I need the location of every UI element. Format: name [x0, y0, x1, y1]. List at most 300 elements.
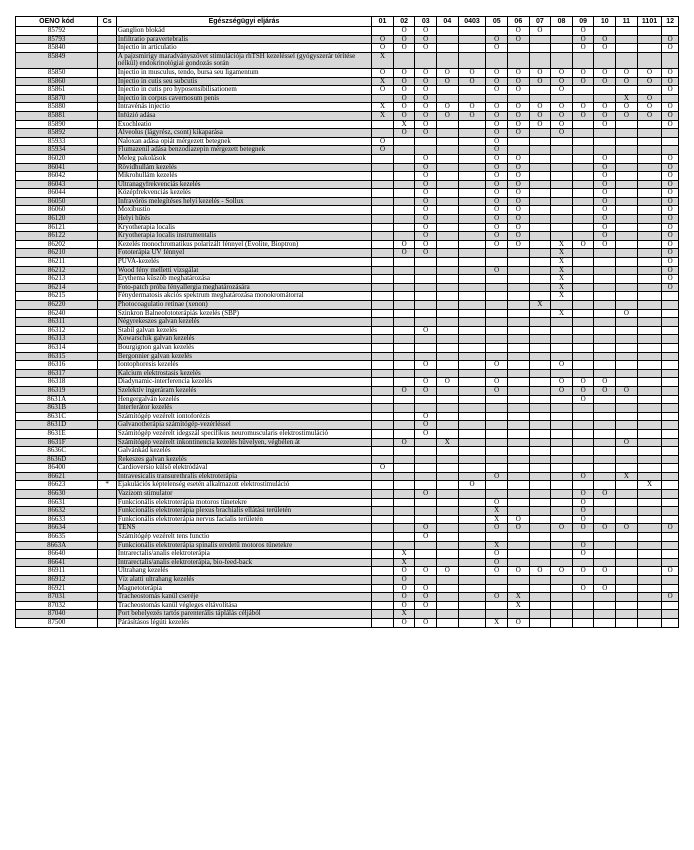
- code-cell: 85934: [16, 146, 98, 155]
- mark-cell: [529, 292, 551, 301]
- column-header: 10: [594, 17, 616, 27]
- mark-cell: O: [437, 567, 459, 576]
- cs-cell: [98, 120, 117, 129]
- mark-cell: [637, 395, 662, 404]
- mark-cell: [594, 618, 616, 627]
- mark-cell: [594, 309, 616, 318]
- table-row: [16, 52, 679, 68]
- mark-cell: [662, 137, 679, 146]
- mark-cell: [458, 154, 486, 163]
- mark-cell: [372, 326, 394, 335]
- mark-cell: [437, 618, 459, 627]
- mark-cell: X: [551, 249, 573, 258]
- column-header: OENO kód: [16, 17, 98, 27]
- mark-cell: [393, 404, 415, 413]
- mark-cell: [372, 515, 394, 524]
- mark-cell: O: [662, 258, 679, 267]
- mark-cell: [529, 163, 551, 172]
- mark-cell: O: [486, 498, 508, 507]
- mark-cell: O: [415, 429, 437, 438]
- mark-cell: O: [393, 386, 415, 395]
- mark-cell: [458, 386, 486, 395]
- column-header: 06: [508, 17, 530, 27]
- mark-cell: O: [415, 94, 437, 103]
- mark-cell: O: [572, 541, 594, 550]
- table-row: [16, 94, 679, 103]
- mark-cell: [662, 292, 679, 301]
- mark-cell: [529, 610, 551, 619]
- mark-cell: O: [415, 223, 437, 232]
- mark-cell: O: [486, 137, 508, 146]
- mark-cell: [393, 137, 415, 146]
- mark-cell: O: [393, 593, 415, 602]
- code-cell: 86319: [16, 386, 98, 395]
- mark-cell: O: [508, 197, 530, 206]
- mark-cell: [529, 249, 551, 258]
- mark-cell: O: [529, 103, 551, 112]
- table-row: [16, 524, 679, 533]
- mark-cell: [415, 258, 437, 267]
- mark-cell: [508, 275, 530, 284]
- table-row: [16, 343, 679, 352]
- mark-cell: [529, 335, 551, 344]
- code-cell: 86317: [16, 369, 98, 378]
- mark-cell: [551, 163, 573, 172]
- mark-cell: [529, 601, 551, 610]
- mark-cell: [415, 472, 437, 481]
- mark-cell: [458, 421, 486, 430]
- mark-cell: [551, 35, 573, 44]
- table-row: [16, 163, 679, 172]
- mark-cell: O: [508, 223, 530, 232]
- code-cell: 86313: [16, 335, 98, 344]
- table-row: [16, 498, 679, 507]
- mark-cell: [594, 438, 616, 447]
- mark-cell: O: [551, 129, 573, 138]
- mark-cell: [458, 283, 486, 292]
- mark-cell: [529, 240, 551, 249]
- mark-cell: O: [486, 180, 508, 189]
- mark-cell: [458, 429, 486, 438]
- mark-cell: O: [415, 232, 437, 241]
- mark-cell: [486, 369, 508, 378]
- mark-cell: [393, 197, 415, 206]
- mark-cell: [393, 490, 415, 499]
- mark-cell: X: [616, 472, 638, 481]
- procedure-name-cell: Injectio in musculus, tendo, bursa seu ligamentum: [116, 68, 371, 77]
- mark-cell: [637, 361, 662, 370]
- mark-cell: [594, 137, 616, 146]
- mark-cell: [508, 146, 530, 155]
- procedure-name-cell: Fénydermatosis akciós spektrum meghatározása monokromátorral: [116, 292, 371, 301]
- mark-cell: [486, 421, 508, 430]
- code-cell: 85792: [16, 27, 98, 36]
- mark-cell: [415, 266, 437, 275]
- mark-cell: O: [486, 550, 508, 559]
- mark-cell: [437, 507, 459, 516]
- mark-cell: O: [508, 68, 530, 77]
- mark-cell: [616, 189, 638, 198]
- mark-cell: [393, 343, 415, 352]
- cs-cell: *: [98, 481, 117, 490]
- mark-cell: [572, 447, 594, 456]
- mark-cell: O: [594, 172, 616, 181]
- mark-cell: [616, 550, 638, 559]
- mark-cell: [372, 258, 394, 267]
- mark-cell: [486, 335, 508, 344]
- mark-cell: [458, 232, 486, 241]
- mark-cell: X: [529, 301, 551, 310]
- cs-cell: [98, 137, 117, 146]
- mark-cell: [458, 533, 486, 542]
- table-row: [16, 172, 679, 181]
- mark-cell: O: [415, 86, 437, 95]
- mark-cell: O: [594, 215, 616, 224]
- mark-cell: [594, 533, 616, 542]
- mark-cell: [458, 361, 486, 370]
- mark-cell: [551, 94, 573, 103]
- procedure-name-cell: Kalcium elektrostasis kezelés: [116, 369, 371, 378]
- cs-cell: [98, 558, 117, 567]
- mark-cell: [372, 610, 394, 619]
- mark-cell: O: [486, 266, 508, 275]
- mark-cell: [437, 515, 459, 524]
- mark-cell: [616, 27, 638, 36]
- mark-cell: [616, 533, 638, 542]
- mark-cell: O: [415, 189, 437, 198]
- mark-cell: [508, 318, 530, 327]
- code-cell: 86210: [16, 249, 98, 258]
- mark-cell: [458, 404, 486, 413]
- mark-cell: [372, 343, 394, 352]
- code-cell: 86316: [16, 361, 98, 370]
- mark-cell: O: [486, 68, 508, 77]
- mark-cell: O: [486, 44, 508, 53]
- mark-cell: [637, 343, 662, 352]
- mark-cell: O: [572, 584, 594, 593]
- mark-cell: [458, 146, 486, 155]
- mark-cell: [551, 189, 573, 198]
- code-cell: 85861: [16, 86, 98, 95]
- mark-cell: [572, 275, 594, 284]
- mark-cell: [572, 318, 594, 327]
- mark-cell: X: [372, 111, 394, 120]
- mark-cell: [393, 412, 415, 421]
- mark-cell: O: [616, 103, 638, 112]
- mark-cell: O: [662, 154, 679, 163]
- mark-cell: [372, 318, 394, 327]
- mark-cell: O: [637, 68, 662, 77]
- mark-cell: [486, 249, 508, 258]
- procedure-name-cell: Injectio in corpus cavernosum penis: [116, 94, 371, 103]
- mark-cell: [572, 438, 594, 447]
- code-cell: 86631: [16, 498, 98, 507]
- mark-cell: [594, 249, 616, 258]
- procedure-name-cell: Tracheostomás kanül végleges eltávolítása: [116, 601, 371, 610]
- mark-cell: O: [594, 35, 616, 44]
- procedure-name-cell: Intrarectalis/analis elektroterápia, bio-feed-back: [116, 558, 371, 567]
- mark-cell: [393, 180, 415, 189]
- procedure-name-cell: Mikrohullám kezelés: [116, 172, 371, 181]
- mark-cell: [458, 593, 486, 602]
- mark-cell: [551, 541, 573, 550]
- mark-cell: [437, 172, 459, 181]
- mark-cell: [486, 610, 508, 619]
- mark-cell: [637, 292, 662, 301]
- mark-cell: O: [415, 68, 437, 77]
- mark-cell: [594, 507, 616, 516]
- table-row: [16, 197, 679, 206]
- mark-cell: [529, 154, 551, 163]
- procedure-name-cell: Ultranagyfrekvenciás kezelés: [116, 180, 371, 189]
- mark-cell: [415, 318, 437, 327]
- mark-cell: [637, 249, 662, 258]
- mark-cell: [594, 266, 616, 275]
- mark-cell: [393, 481, 415, 490]
- cs-cell: [98, 524, 117, 533]
- mark-cell: O: [415, 129, 437, 138]
- mark-cell: O: [594, 180, 616, 189]
- mark-cell: [486, 447, 508, 456]
- mark-cell: O: [486, 558, 508, 567]
- mark-cell: O: [662, 180, 679, 189]
- mark-cell: [637, 206, 662, 215]
- mark-cell: O: [393, 44, 415, 53]
- mark-cell: O: [594, 44, 616, 53]
- mark-cell: [372, 567, 394, 576]
- mark-cell: O: [508, 103, 530, 112]
- mark-cell: [572, 283, 594, 292]
- table-row: [16, 361, 679, 370]
- mark-cell: [551, 558, 573, 567]
- mark-cell: X: [372, 77, 394, 86]
- mark-cell: O: [393, 68, 415, 77]
- mark-cell: [662, 378, 679, 387]
- procedure-name-cell: Bourgignon galvan kezelés: [116, 343, 371, 352]
- procedure-name-cell: Helyi hűtés: [116, 215, 371, 224]
- procedure-name-cell: Alveolus (lágyrész, csont) kikaparása: [116, 129, 371, 138]
- mark-cell: [551, 326, 573, 335]
- mark-cell: [637, 146, 662, 155]
- mark-cell: [551, 584, 573, 593]
- table-row: [16, 258, 679, 267]
- mark-cell: [594, 550, 616, 559]
- mark-cell: [458, 266, 486, 275]
- mark-cell: O: [551, 103, 573, 112]
- procedure-name-cell: Számítógép vezérelt idegszál specifikus neuromuscularis elektrostimuláció: [116, 429, 371, 438]
- mark-cell: O: [415, 490, 437, 499]
- mark-cell: [572, 52, 594, 68]
- mark-cell: [372, 215, 394, 224]
- mark-cell: [594, 395, 616, 404]
- mark-cell: [508, 137, 530, 146]
- mark-cell: O: [486, 129, 508, 138]
- mark-cell: [458, 395, 486, 404]
- mark-cell: O: [572, 386, 594, 395]
- mark-cell: O: [486, 189, 508, 198]
- mark-cell: [616, 464, 638, 473]
- mark-cell: [529, 232, 551, 241]
- mark-cell: [458, 301, 486, 310]
- cs-cell: [98, 533, 117, 542]
- mark-cell: [616, 490, 638, 499]
- mark-cell: [662, 601, 679, 610]
- mark-cell: [415, 395, 437, 404]
- mark-cell: [437, 146, 459, 155]
- mark-cell: [551, 610, 573, 619]
- procedure-name-cell: Négyrekeszes galvan kezelés: [116, 318, 371, 327]
- mark-cell: O: [415, 361, 437, 370]
- cs-cell: [98, 232, 117, 241]
- procedure-name-cell: Vazizom stimulator: [116, 490, 371, 499]
- column-header: 11: [616, 17, 638, 27]
- mark-cell: O: [437, 111, 459, 120]
- mark-cell: [437, 301, 459, 310]
- mark-cell: [393, 223, 415, 232]
- column-header: 08: [551, 17, 573, 27]
- mark-cell: [437, 576, 459, 585]
- mark-cell: [372, 275, 394, 284]
- code-cell: 86911: [16, 567, 98, 576]
- mark-cell: O: [437, 77, 459, 86]
- mark-cell: [572, 180, 594, 189]
- mark-cell: [529, 412, 551, 421]
- table-row: [16, 352, 679, 361]
- mark-cell: [616, 369, 638, 378]
- mark-cell: O: [662, 189, 679, 198]
- code-cell: 86318: [16, 378, 98, 387]
- mark-cell: [372, 189, 394, 198]
- mark-cell: [372, 404, 394, 413]
- table-row: [16, 223, 679, 232]
- mark-cell: O: [572, 240, 594, 249]
- procedure-name-cell: Funkcionális elektroterápia plexus brachialis ellátási területén: [116, 507, 371, 516]
- mark-cell: O: [572, 44, 594, 53]
- mark-cell: [393, 352, 415, 361]
- mark-cell: [437, 94, 459, 103]
- mark-cell: O: [551, 120, 573, 129]
- table-row: [16, 283, 679, 292]
- table-row: [16, 610, 679, 619]
- mark-cell: O: [594, 490, 616, 499]
- cs-cell: [98, 404, 117, 413]
- mark-cell: [486, 309, 508, 318]
- mark-cell: [529, 395, 551, 404]
- mark-cell: [551, 515, 573, 524]
- code-cell: 8663A: [16, 541, 98, 550]
- mark-cell: [551, 232, 573, 241]
- mark-cell: X: [616, 94, 638, 103]
- mark-cell: X: [372, 52, 394, 68]
- mark-cell: [662, 386, 679, 395]
- mark-cell: [616, 163, 638, 172]
- mark-cell: [637, 576, 662, 585]
- mark-cell: X: [393, 550, 415, 559]
- mark-cell: O: [486, 172, 508, 181]
- mark-cell: O: [662, 223, 679, 232]
- mark-cell: [662, 129, 679, 138]
- mark-cell: [508, 335, 530, 344]
- mark-cell: [637, 533, 662, 542]
- mark-cell: O: [637, 94, 662, 103]
- mark-cell: O: [572, 567, 594, 576]
- mark-cell: [437, 429, 459, 438]
- mark-cell: [415, 438, 437, 447]
- mark-cell: [372, 507, 394, 516]
- mark-cell: [572, 258, 594, 267]
- mark-cell: [572, 369, 594, 378]
- mark-cell: [458, 498, 486, 507]
- mark-cell: O: [529, 567, 551, 576]
- mark-cell: [637, 464, 662, 473]
- mark-cell: [372, 576, 394, 585]
- mark-cell: [662, 369, 679, 378]
- mark-cell: [415, 301, 437, 310]
- mark-cell: [572, 301, 594, 310]
- mark-cell: [662, 515, 679, 524]
- table-row: [16, 275, 679, 284]
- mark-cell: [572, 146, 594, 155]
- cs-cell: [98, 447, 117, 456]
- mark-cell: [637, 52, 662, 68]
- mark-cell: [529, 386, 551, 395]
- mark-cell: [594, 326, 616, 335]
- mark-cell: [508, 541, 530, 550]
- mark-cell: [458, 318, 486, 327]
- table-row: [16, 421, 679, 430]
- mark-cell: [662, 335, 679, 344]
- mark-cell: [393, 455, 415, 464]
- mark-cell: O: [572, 507, 594, 516]
- mark-cell: O: [572, 68, 594, 77]
- mark-cell: [616, 223, 638, 232]
- mark-cell: O: [486, 197, 508, 206]
- mark-cell: [486, 301, 508, 310]
- mark-cell: [662, 94, 679, 103]
- mark-cell: X: [437, 438, 459, 447]
- mark-cell: [551, 438, 573, 447]
- mark-cell: [662, 361, 679, 370]
- mark-cell: [637, 610, 662, 619]
- procedure-name-cell: Naloxan adása opiát mérgezett betegnek: [116, 137, 371, 146]
- mark-cell: O: [662, 215, 679, 224]
- mark-cell: O: [437, 378, 459, 387]
- mark-cell: [551, 172, 573, 181]
- mark-cell: O: [437, 68, 459, 77]
- table-row: [16, 215, 679, 224]
- mark-cell: O: [662, 240, 679, 249]
- mark-cell: O: [393, 576, 415, 585]
- mark-cell: [372, 309, 394, 318]
- mark-cell: [637, 584, 662, 593]
- mark-cell: [415, 464, 437, 473]
- mark-cell: [508, 472, 530, 481]
- mark-cell: X: [486, 507, 508, 516]
- mark-cell: [637, 404, 662, 413]
- mark-cell: O: [594, 68, 616, 77]
- mark-cell: [551, 464, 573, 473]
- mark-cell: [437, 189, 459, 198]
- mark-cell: [458, 189, 486, 198]
- cs-cell: [98, 567, 117, 576]
- code-cell: 87040: [16, 610, 98, 619]
- mark-cell: [594, 541, 616, 550]
- mark-cell: [637, 35, 662, 44]
- mark-cell: O: [572, 490, 594, 499]
- mark-cell: O: [594, 163, 616, 172]
- mark-cell: [437, 455, 459, 464]
- mark-cell: [662, 541, 679, 550]
